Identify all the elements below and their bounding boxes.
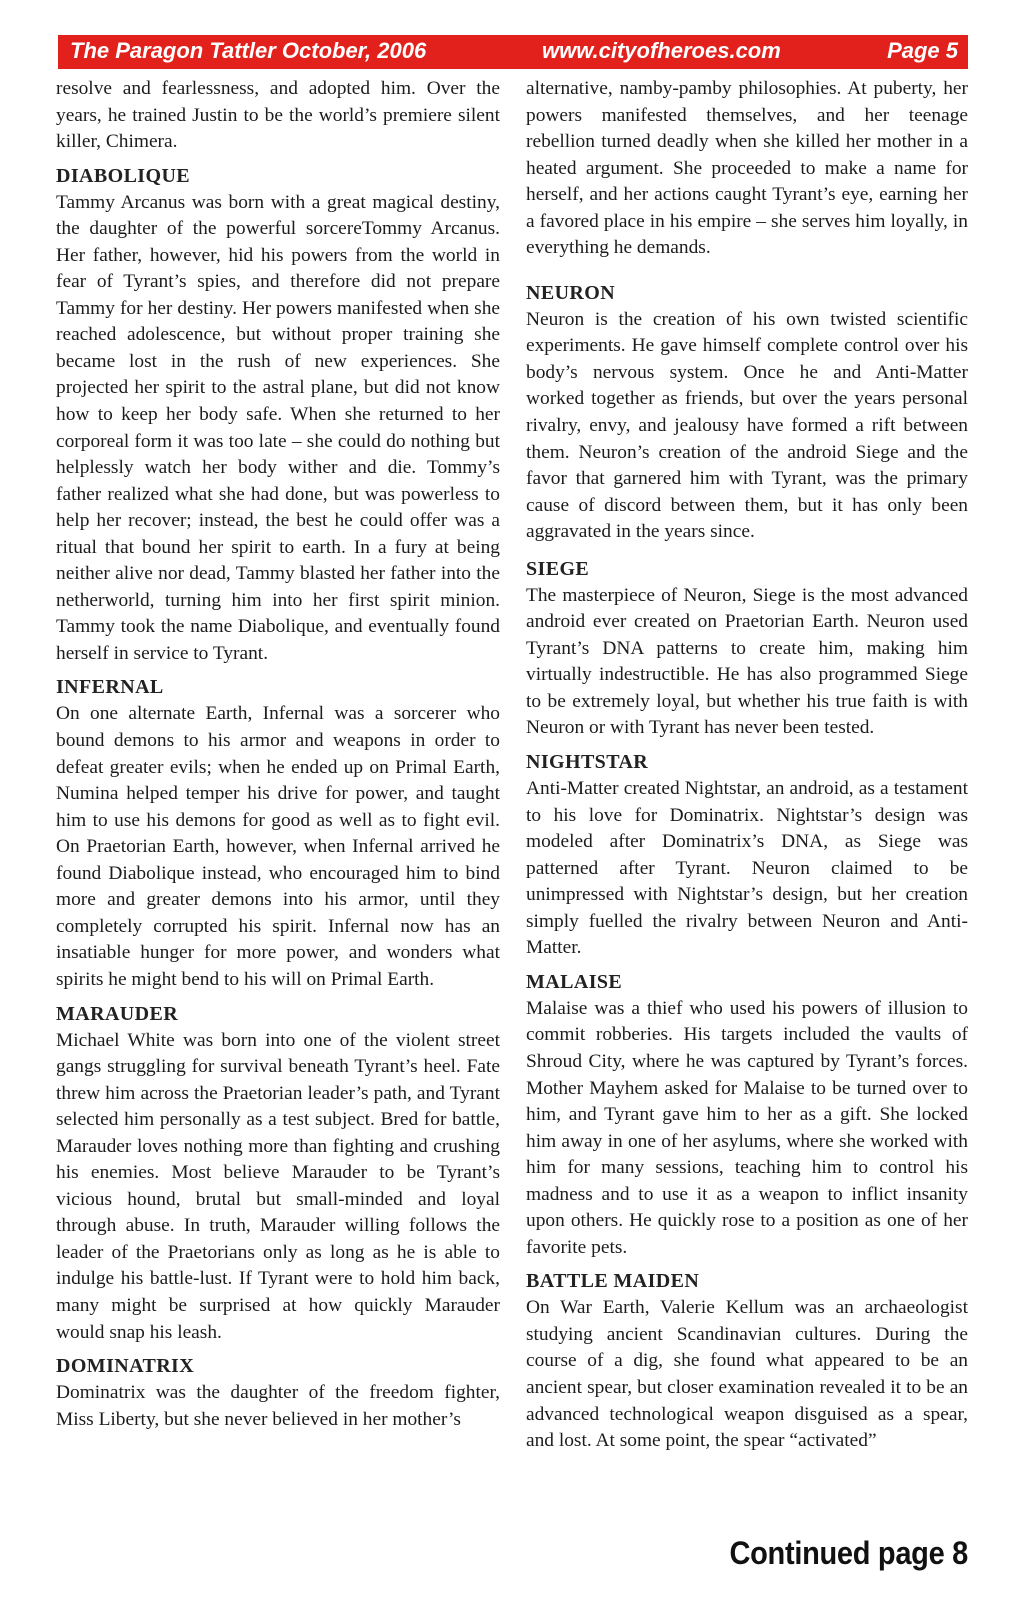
section-title-siege: SIEGE [526, 557, 590, 580]
website-url[interactable]: www.cityofheroes.com [542, 38, 781, 63]
section-body-neuron: Neuron is the creation of his own twisted scientific experiments. He gave himself complete control over his body’s nervous system. Once he and Anti-Matter worked together as friends, but over the years personal rivalry, envy, and jealousy have formed a rift between them. Neuron’s creation of the android Siege and the favor that garnered him with Tyrant, was the primary cause of discord between them, but it has only been aggravated in the years since. [526, 308, 968, 543]
section-body-diabolique: Tammy Arcanus was born with a great magical destiny, the daughter of the powerful sorcereTommy Arcanus. Her father, however, hid his powers from the world in fear of Tyrant’s spies, and therefore did not prepare Tammy for her destiny. Her powers manifested when she reached adolescence, but without proper training she became lost in the rush of new experiences. She projected her spirit to the astral plane, but did not know how to keep her body safe. When she returned to her corporeal form it was too late – she could do nothing but helplessly watch her body wither and die. Tommy’s father realized what she had done, but was powerless to help her recover; instead, the best he could offer was a ritual that bound her spirit to earth. In a fury at being neither alive nor dead, Tammy blasted her father into the netherworld, turning him into her first spirit minion. Tammy took the name Diabolique, and eventually found herself in service to Tyrant. [56, 191, 500, 664]
section-title-dominatrix: DOMINATRIX [56, 1355, 195, 1378]
intro-paragraph: resolve and fearlessness, and adopted him. Over the years, he trained Justin to be the world’s premiere silent killer, Chimera. [56, 78, 500, 153]
section-title-malaise: MALAISE [526, 970, 623, 993]
section-body-dominatrix: Dominatrix was the daughter of the freedom fighter, Miss Liberty, but she never believed in her mother’s [56, 1382, 500, 1430]
section-body-battle-maiden: On War Earth, Valerie Kellum was an archaeologist studying ancient Scandinavian cultures. During the course of a dig, she found what appeared to be an ancient spear, but closer examination revealed it to be an advanced technological weapon disguised as a spear, and lost. At some point, the spear “activated” [526, 1297, 968, 1452]
section-body-malaise: Malaise was a thief who used his powers of illusion to commit robberies. His targets included the vaults of Shroud City, where he was captured by Tyrant’s forces. Mother Mayhem asked for Malaise to be turned over to him, and Tyrant gave him to her as a gift. She locked him away in one of her asylums, where she worked with him for many sessions, teaching him to control his madness and to use it as a weapon to inflict insanity upon others. He quickly rose to a position as one of her favorite pets. [526, 997, 968, 1258]
section-title-battle-maiden: BATTLE MAIDEN [526, 1270, 700, 1293]
section-body-marauder: Michael White was born into one of the violent street gangs struggling for survival beneath Tyrant’s heel. Fate threw him across the Praetorian leader’s path, and Tyrant selected him personally as a test subject. Bred for battle, Marauder loves nothing more than fighting and crushing his enemies. Most believe Marauder to be Tyrant’s vicious hound, brutal but small-minded and loyal through abuse. In truth, Marauder willing follows the leader of the Praetorians only as long as he is able to indulge his battle-lust. If Tyrant were to hold him back, many might be surprised at how quickly Marauder would snap his leash. [56, 1029, 500, 1343]
continued-notice: Continued page 8 [729, 1536, 968, 1572]
section-title-marauder: MARAUDER [56, 1002, 179, 1025]
right-column [526, 76, 968, 1455]
section-body-siege: The masterpiece of Neuron, Siege is the most advanced android ever created on Praetorian Earth. Neuron used Tyrant’s DNA patterns to create him, making him virtually indestructible. He has also programmed Siege to be extremely loyal, but whether his true faith is with Neuron or with Tyrant has never been tested. [526, 584, 968, 739]
page-header [58, 35, 968, 69]
section-body-nightstar: Anti-Matter created Nightstar, an android, as a testament to his love for Dominatrix. Nightstar’s design was modeled after Dominatrix’s DNA, as Siege was patterned after Tyrant. Neuron claimed to be unimpressed with Nightstar’s design, but her creation simply fuelled the rivalry between Neuron and Anti-Matter. [526, 778, 968, 959]
section-title-neuron: NEURON [526, 281, 616, 304]
page-number: Page 5 [887, 38, 958, 63]
section-title-diabolique: DIABOLIQUE [56, 164, 191, 187]
section-title-infernal: INFERNAL [56, 676, 164, 699]
left-column [56, 76, 500, 1433]
section-body-infernal: On one alternate Earth, Infernal was a sorcerer who bound demons to his armor and weapons in order to defeat greater evils; when he ended up on Primal Earth, Numina helped temper his drive for power, and taught him to use his demons for good as well as to fight evil. On Praetorian Earth, however, when Infernal arrived he found Diabolique instead, who encouraged him to bind more and greater demons into his armor, until they completely corrupted his spirit. Infernal now has an insatiable hunger for more power, and wonders what spirits he might bend to his will on Primal Earth. [56, 703, 500, 990]
publication-title: The Paragon Tattler October, 2006 [70, 38, 427, 63]
intro-paragraph-continued: alternative, namby-pamby philosophies. At puberty, her powers manifested themselves, and her teenage rebellion turned deadly when she killed her mother in a heated argument. She proceeded to make a name for herself, and her actions caught Tyrant’s eye, earning her a favored place in his empire – she serves him loyally, in everything he demands. [526, 78, 968, 259]
section-title-nightstar: NIGHTSTAR [526, 751, 649, 774]
